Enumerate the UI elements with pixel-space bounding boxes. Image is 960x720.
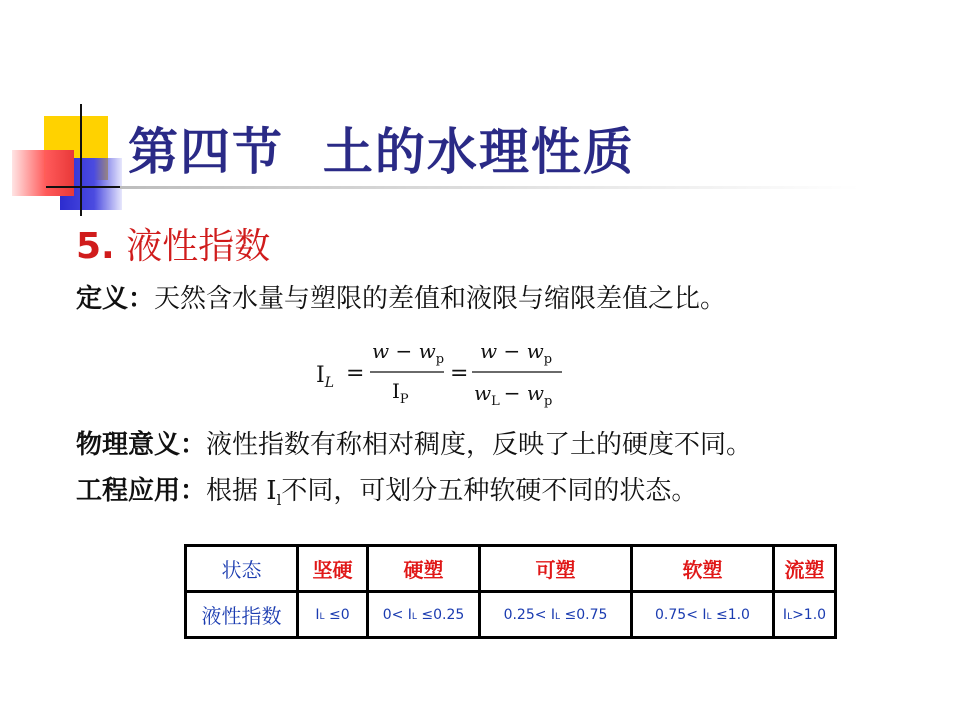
physical-meaning-text: 液性指数有称相对稠度，反映了土的硬度不同。 xyxy=(206,430,753,460)
section-heading-text: 液性指数 xyxy=(126,226,271,267)
formula-denominator-1: $I_P$ xyxy=(392,379,409,407)
range-cell-hard: IL ≤0 xyxy=(298,592,368,638)
table-header-row xyxy=(186,546,836,592)
range-cell-soft-plastic: 0.75< IL ≤1.0 xyxy=(632,592,774,638)
section-number: 5. xyxy=(76,226,115,267)
formula-denominator-2: $w_L - w_p$ xyxy=(474,381,553,409)
definition-label: 定义： xyxy=(76,284,155,314)
section-heading xyxy=(76,218,270,269)
title-underline xyxy=(120,186,860,189)
state-cell-soft-plastic: 软塑 xyxy=(632,546,774,592)
range-cell-flowing: IL>1.0 xyxy=(774,592,836,638)
decor-red-square xyxy=(12,150,74,196)
consistency-state-table-wrapper xyxy=(184,544,837,639)
consistency-state-table xyxy=(184,544,837,639)
engineering-text-before: 根据 I xyxy=(206,476,277,506)
table-header-label: 状态 xyxy=(186,546,298,592)
engineering-application-label: 工程应用： xyxy=(76,476,207,506)
physical-meaning-label: 物理意义： xyxy=(76,430,207,460)
slide-title: 第四节 土的水理性质 xyxy=(128,123,635,181)
table-value-row xyxy=(186,592,836,638)
state-cell-flowing: 流塑 xyxy=(774,546,836,592)
range-cell-stiff-plastic: 0< IL ≤0.25 xyxy=(368,592,480,638)
definition-text: 天然含水量与塑限的差值和液限与缩限差值之比。 xyxy=(154,284,727,314)
table-row-label: 液性指数 xyxy=(186,592,298,638)
engineering-subscript: l xyxy=(276,491,282,509)
decor-vertical-line xyxy=(80,104,82,216)
range-cell-plastic: 0.25< IL ≤0.75 xyxy=(480,592,632,638)
definition-line xyxy=(76,278,726,315)
formula-numerator-1: $w - w_p$ xyxy=(372,339,445,367)
state-cell-stiff-plastic: 硬塑 xyxy=(368,546,480,592)
formula-svg xyxy=(310,336,580,416)
engineering-application-line xyxy=(76,470,697,509)
engineering-text-after: 不同，可划分五种软硬不同的状态。 xyxy=(281,476,698,506)
state-cell-plastic: 可塑 xyxy=(480,546,632,592)
formula-equals-2: = xyxy=(450,361,469,386)
formula-lhs: $I_L$ xyxy=(316,363,334,391)
formula-equals-1: = xyxy=(346,361,365,386)
state-cell-hard: 坚硬 xyxy=(298,546,368,592)
liquidity-index-formula xyxy=(310,336,580,416)
formula-numerator-2: $w - w_p$ xyxy=(480,339,553,367)
physical-meaning-line xyxy=(76,424,752,461)
